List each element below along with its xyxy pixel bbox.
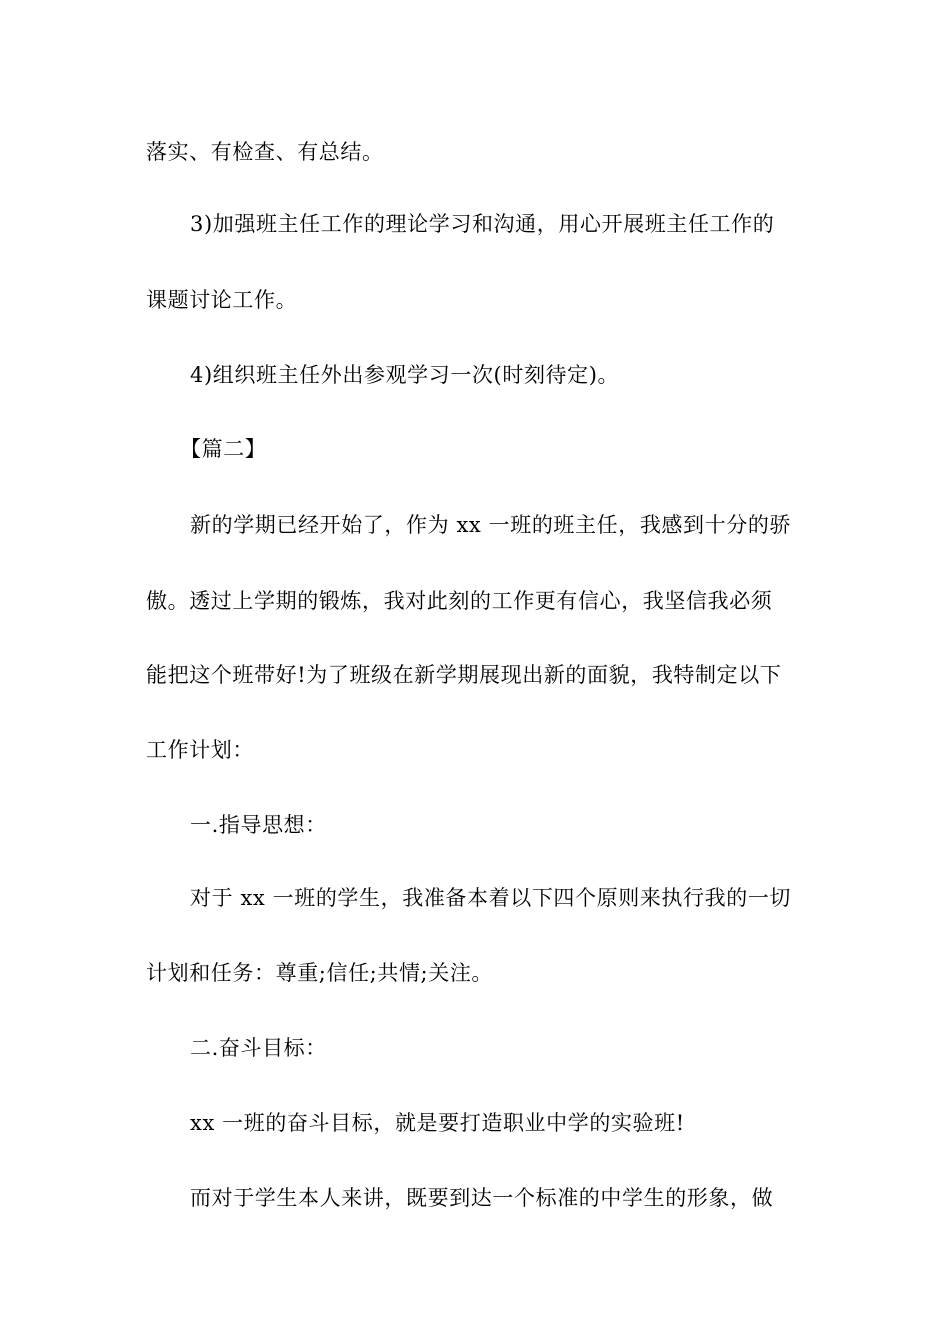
subheading: 一.指导思想： (190, 813, 327, 837)
text-line: 3)加强班主任工作的理论学习和沟通，用心开展班主任工作的 (190, 212, 775, 236)
text-line: 落实、有检查、有总结。 (146, 140, 384, 164)
text-line: 而对于学生本人来讲，既要到达一个标准的中学生的形象，做 (190, 1186, 774, 1210)
text-line: 对于 xx 一班的学生，我准备本着以下四个原则来执行我的一切 (190, 886, 792, 910)
text-line: 新的学期已经开始了，作为 xx 一班的班主任，我感到十分的骄 (190, 513, 792, 537)
text-line: 4)组织班主任外出参观学习一次(时刻待定)。 (190, 363, 620, 387)
text-line: 计划和任务：尊重;信任;共情;关注。 (146, 961, 494, 985)
text-line: 傲。透过上学期的锻炼，我对此刻的工作更有信心，我坚信我必须 (146, 589, 773, 613)
text-line: xx 一班的奋斗目标，就是要打造职业中学的实验班! (190, 1111, 685, 1135)
text-line: 能把这个班带好!为了班级在新学期展现出新的面貌，我特制定以下 (146, 663, 782, 687)
text-line: 工作计划： (146, 738, 254, 762)
section-heading: 【篇二】 (180, 437, 267, 461)
text-line: 课题讨论工作。 (146, 288, 298, 312)
subheading: 二.奋斗目标： (190, 1036, 327, 1060)
